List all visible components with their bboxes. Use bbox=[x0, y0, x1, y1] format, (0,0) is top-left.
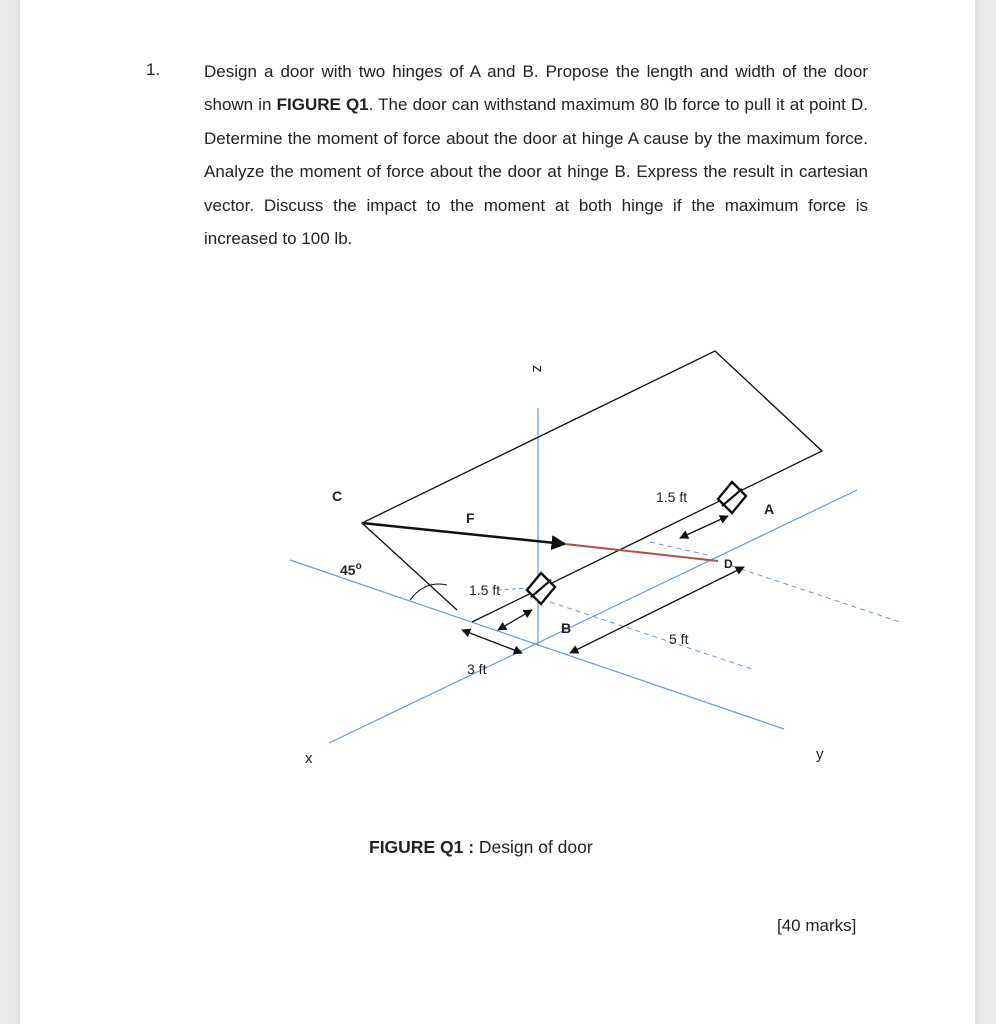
point-d-label: D bbox=[724, 557, 733, 571]
dim-label-side: 5 ft bbox=[669, 631, 689, 647]
dashed-line-b-left bbox=[498, 588, 528, 590]
figure-caption-text: Design of door bbox=[478, 837, 593, 857]
point-c-label: C bbox=[332, 488, 343, 504]
figure-reference: FIGURE Q1 bbox=[276, 95, 369, 115]
angle-arc bbox=[410, 584, 447, 600]
question-number: 1. bbox=[146, 60, 161, 79]
angle-value: 45 bbox=[340, 562, 356, 578]
dim-arrow-bottom bbox=[462, 630, 522, 653]
door-outline bbox=[362, 351, 822, 622]
hinge-a-label: A bbox=[764, 501, 775, 517]
dim-arrow-top bbox=[680, 516, 728, 538]
x-axis-label: x bbox=[305, 750, 313, 767]
angle-label bbox=[340, 561, 362, 578]
dim-label-top: 1.5 ft bbox=[656, 489, 688, 505]
figure-caption-bold: FIGURE Q1 bbox=[369, 837, 464, 857]
dim-arrow-mid bbox=[498, 610, 532, 630]
angle-unit: o bbox=[355, 561, 362, 572]
marks-label: [40 marks] bbox=[777, 916, 857, 935]
figure-caption-separator: : bbox=[463, 837, 479, 857]
dim-label-bottom: 3 ft bbox=[467, 661, 487, 677]
question-text-part1: Design a door with two hinges of A and B. Propose the length and width of the door shown in bbox=[204, 62, 868, 115]
y-axis-label: y bbox=[816, 746, 824, 763]
hinge-b-label: B bbox=[561, 620, 572, 636]
force-vector-f bbox=[362, 523, 565, 544]
z-axis-label: z bbox=[529, 365, 546, 373]
question-text-part2: . The door can withstand maximum 80 lb force to pull it at point D. Determine the moment of force about the door at hinge A cause by the maximum force. Analyze the moment of force about the door at hinge B. Express the result in cartesian vector. Discuss the impact to the moment at both hinge if the maximum force is increased to 100 lb. bbox=[204, 95, 869, 249]
hinge-b-icon bbox=[527, 573, 555, 604]
force-label: F bbox=[466, 510, 475, 526]
dim-arrow-side bbox=[570, 567, 744, 653]
hinge-a-icon bbox=[718, 482, 746, 513]
dashed-line-d-right bbox=[732, 566, 900, 622]
figure-caption bbox=[369, 837, 593, 858]
dim-label-mid: 1.5 ft bbox=[469, 582, 501, 598]
